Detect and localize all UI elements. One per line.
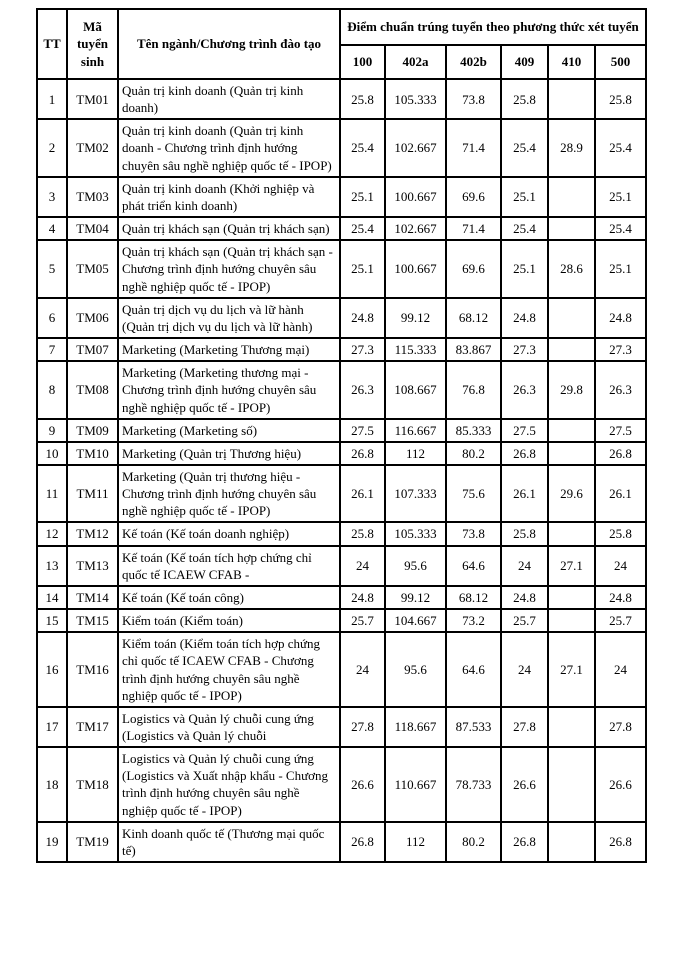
score-cell-409: 24.8	[501, 298, 548, 338]
program-name-cell: Kiểm toán (Kiểm toán)	[118, 609, 340, 632]
program-name-cell: Kế toán (Kế toán công)	[118, 586, 340, 609]
table-header	[37, 9, 646, 79]
admission-code-cell: TM06	[67, 298, 118, 338]
admission-code-cell: TM12	[67, 522, 118, 545]
score-cell-410	[548, 747, 595, 822]
score-cell-100: 27.8	[340, 707, 385, 747]
score-cell-100: 25.4	[340, 217, 385, 240]
admission-code-cell: TM01	[67, 79, 118, 119]
table-row	[37, 419, 646, 442]
score-cell-402a: 100.667	[385, 240, 446, 297]
score-cell-402b: 75.6	[446, 465, 501, 522]
score-cell-409: 27.3	[501, 338, 548, 361]
score-cell-409: 26.8	[501, 442, 548, 465]
table-row	[37, 442, 646, 465]
score-cell-410: 29.8	[548, 361, 595, 418]
program-name-cell: Marketing (Quản trị Thương hiệu)	[118, 442, 340, 465]
score-cell-402a: 104.667	[385, 609, 446, 632]
score-cell-500: 25.1	[595, 240, 646, 297]
score-cell-500: 27.3	[595, 338, 646, 361]
table-row	[37, 361, 646, 418]
program-name-cell: Quản trị kinh doanh (Quản trị kinh doanh)	[118, 79, 340, 119]
admission-code-cell: TM10	[67, 442, 118, 465]
score-cell-100: 25.4	[340, 119, 385, 176]
score-cell-100: 25.7	[340, 609, 385, 632]
score-cell-500: 25.8	[595, 79, 646, 119]
score-cell-402b: 73.2	[446, 609, 501, 632]
table-row	[37, 465, 646, 522]
score-cell-402b: 85.333	[446, 419, 501, 442]
row-number-cell: 12	[37, 522, 67, 545]
header-code: Mã tuyển sinh	[67, 9, 118, 79]
program-name-cell: Marketing (Marketing số)	[118, 419, 340, 442]
score-cell-402a: 112	[385, 822, 446, 862]
score-cell-500: 24.8	[595, 298, 646, 338]
admission-code-cell: TM03	[67, 177, 118, 217]
score-cell-100: 25.1	[340, 240, 385, 297]
table-row	[37, 747, 646, 822]
row-number-cell: 6	[37, 298, 67, 338]
header-method-410: 410	[548, 45, 595, 79]
score-cell-100: 26.1	[340, 465, 385, 522]
row-number-cell: 8	[37, 361, 67, 418]
score-cell-402a: 108.667	[385, 361, 446, 418]
score-cell-409: 25.8	[501, 79, 548, 119]
score-cell-402a: 115.333	[385, 338, 446, 361]
program-name-cell: Quản trị khách sạn (Quản trị khách sạn)	[118, 217, 340, 240]
admission-code-cell: TM07	[67, 338, 118, 361]
row-number-cell: 14	[37, 586, 67, 609]
score-cell-100: 24.8	[340, 298, 385, 338]
score-cell-500: 25.7	[595, 609, 646, 632]
table-row	[37, 79, 646, 119]
score-cell-402a: 112	[385, 442, 446, 465]
header-program-name: Tên ngành/Chương trình đào tạo	[118, 9, 340, 79]
program-name-cell: Kế toán (Kế toán doanh nghiệp)	[118, 522, 340, 545]
score-cell-410	[548, 217, 595, 240]
score-cell-402a: 100.667	[385, 177, 446, 217]
program-name-cell: Marketing (Marketing Thương mại)	[118, 338, 340, 361]
score-cell-402b: 73.8	[446, 522, 501, 545]
program-name-cell: Logistics và Quản lý chuỗi cung ứng (Logistics và Quản lý chuỗi	[118, 707, 340, 747]
program-name-cell: Logistics và Quản lý chuỗi cung ứng (Logistics và Xuất nhập khẩu - Chương trình định hướng chuyên sâu nghề nghiệp quốc tế - IPOP)	[118, 747, 340, 822]
score-cell-409: 25.4	[501, 217, 548, 240]
score-cell-500: 27.8	[595, 707, 646, 747]
score-cell-402a: 99.12	[385, 586, 446, 609]
score-cell-500: 25.4	[595, 217, 646, 240]
score-cell-402b: 71.4	[446, 217, 501, 240]
admission-code-cell: TM04	[67, 217, 118, 240]
score-cell-500: 26.1	[595, 465, 646, 522]
score-cell-410: 28.6	[548, 240, 595, 297]
score-cell-410	[548, 586, 595, 609]
table-row	[37, 586, 646, 609]
score-cell-402a: 116.667	[385, 419, 446, 442]
table-row	[37, 338, 646, 361]
header-method-500: 500	[595, 45, 646, 79]
header-tt: TT	[37, 9, 67, 79]
score-cell-410	[548, 298, 595, 338]
score-cell-402a: 118.667	[385, 707, 446, 747]
score-cell-410: 28.9	[548, 119, 595, 176]
admission-code-cell: TM18	[67, 747, 118, 822]
header-method-402a: 402a	[385, 45, 446, 79]
score-cell-100: 25.1	[340, 177, 385, 217]
score-cell-410: 27.1	[548, 546, 595, 586]
admission-code-cell: TM14	[67, 586, 118, 609]
admission-code-cell: TM13	[67, 546, 118, 586]
score-cell-410	[548, 419, 595, 442]
score-cell-402b: 71.4	[446, 119, 501, 176]
row-number-cell: 9	[37, 419, 67, 442]
score-cell-100: 24	[340, 546, 385, 586]
admission-code-cell: TM05	[67, 240, 118, 297]
row-number-cell: 16	[37, 632, 67, 707]
score-cell-500: 24	[595, 632, 646, 707]
row-number-cell: 2	[37, 119, 67, 176]
score-cell-402a: 102.667	[385, 119, 446, 176]
score-cell-409: 25.8	[501, 522, 548, 545]
program-name-cell: Marketing (Quản trị thương hiệu - Chương trình định hướng chuyên sâu nghề nghiệp quốc tế - IPOP)	[118, 465, 340, 522]
score-cell-402a: 107.333	[385, 465, 446, 522]
admission-code-cell: TM19	[67, 822, 118, 862]
row-number-cell: 7	[37, 338, 67, 361]
score-cell-100: 24.8	[340, 586, 385, 609]
row-number-cell: 10	[37, 442, 67, 465]
score-cell-410	[548, 609, 595, 632]
admission-code-cell: TM08	[67, 361, 118, 418]
score-cell-100: 26.8	[340, 442, 385, 465]
score-cell-500: 26.6	[595, 747, 646, 822]
score-cell-402b: 87.533	[446, 707, 501, 747]
score-cell-409: 26.8	[501, 822, 548, 862]
admission-code-cell: TM11	[67, 465, 118, 522]
program-name-cell: Kế toán (Kế toán tích hợp chứng chỉ quốc tế ICAEW CFAB -	[118, 546, 340, 586]
score-cell-402a: 95.6	[385, 546, 446, 586]
row-number-cell: 15	[37, 609, 67, 632]
header-method-409: 409	[501, 45, 548, 79]
score-cell-402a: 102.667	[385, 217, 446, 240]
score-cell-402b: 80.2	[446, 442, 501, 465]
score-cell-409: 27.8	[501, 707, 548, 747]
score-cell-402b: 80.2	[446, 822, 501, 862]
score-cell-410	[548, 707, 595, 747]
table-row	[37, 609, 646, 632]
score-cell-402b: 83.867	[446, 338, 501, 361]
table-row	[37, 632, 646, 707]
score-cell-402a: 110.667	[385, 747, 446, 822]
score-cell-402b: 69.6	[446, 177, 501, 217]
score-cell-500: 26.8	[595, 442, 646, 465]
admission-code-cell: TM16	[67, 632, 118, 707]
score-cell-500: 27.5	[595, 419, 646, 442]
row-number-cell: 4	[37, 217, 67, 240]
score-cell-402b: 78.733	[446, 747, 501, 822]
score-cell-500: 24	[595, 546, 646, 586]
score-cell-402a: 95.6	[385, 632, 446, 707]
header-method-402b: 402b	[446, 45, 501, 79]
score-cell-402b: 64.6	[446, 632, 501, 707]
score-cell-409: 27.5	[501, 419, 548, 442]
score-cell-100: 27.5	[340, 419, 385, 442]
score-cell-402b: 68.12	[446, 298, 501, 338]
score-cell-402b: 69.6	[446, 240, 501, 297]
score-cell-500: 25.4	[595, 119, 646, 176]
row-number-cell: 5	[37, 240, 67, 297]
score-cell-500: 25.1	[595, 177, 646, 217]
admission-code-cell: TM02	[67, 119, 118, 176]
score-cell-100: 24	[340, 632, 385, 707]
score-cell-402a: 105.333	[385, 79, 446, 119]
score-cell-500: 26.8	[595, 822, 646, 862]
row-number-cell: 3	[37, 177, 67, 217]
score-cell-410	[548, 522, 595, 545]
score-cell-500: 24.8	[595, 586, 646, 609]
admission-code-cell: TM17	[67, 707, 118, 747]
score-cell-100: 27.3	[340, 338, 385, 361]
score-cell-402b: 76.8	[446, 361, 501, 418]
row-number-cell: 17	[37, 707, 67, 747]
score-cell-409: 25.1	[501, 240, 548, 297]
score-cell-410	[548, 822, 595, 862]
score-cell-410: 29.6	[548, 465, 595, 522]
header-method-100: 100	[340, 45, 385, 79]
score-cell-409: 26.1	[501, 465, 548, 522]
row-number-cell: 13	[37, 546, 67, 586]
score-cell-410	[548, 177, 595, 217]
table-row	[37, 707, 646, 747]
score-cell-100: 26.8	[340, 822, 385, 862]
admission-code-cell: TM09	[67, 419, 118, 442]
score-cell-100: 26.6	[340, 747, 385, 822]
program-name-cell: Quản trị kinh doanh (Khởi nghiệp và phát triển kinh doanh)	[118, 177, 340, 217]
score-cell-410	[548, 338, 595, 361]
row-number-cell: 19	[37, 822, 67, 862]
score-cell-409: 26.6	[501, 747, 548, 822]
table-row	[37, 822, 646, 862]
admission-code-cell: TM15	[67, 609, 118, 632]
row-number-cell: 18	[37, 747, 67, 822]
score-cell-100: 26.3	[340, 361, 385, 418]
program-name-cell: Quản trị khách sạn (Quản trị khách sạn - Chương trình định hướng chuyên sâu nghề nghiệp quốc tế - IPOP)	[118, 240, 340, 297]
table-body	[37, 79, 646, 862]
score-cell-409: 25.1	[501, 177, 548, 217]
score-cell-409: 24	[501, 546, 548, 586]
score-cell-500: 25.8	[595, 522, 646, 545]
score-cell-100: 25.8	[340, 79, 385, 119]
score-cell-402a: 105.333	[385, 522, 446, 545]
header-scores-group: Điểm chuẩn trúng tuyển theo phương thức xét tuyển	[340, 9, 646, 45]
admission-scores-table	[36, 8, 647, 863]
score-cell-500: 26.3	[595, 361, 646, 418]
table-row	[37, 177, 646, 217]
program-name-cell: Quản trị dịch vụ du lịch và lữ hành (Quản trị dịch vụ du lịch và lữ hành)	[118, 298, 340, 338]
score-cell-402b: 64.6	[446, 546, 501, 586]
row-number-cell: 1	[37, 79, 67, 119]
table-row	[37, 119, 646, 176]
table-row	[37, 522, 646, 545]
table-row	[37, 546, 646, 586]
score-cell-402a: 99.12	[385, 298, 446, 338]
table-row	[37, 217, 646, 240]
program-name-cell: Quản trị kinh doanh (Quản trị kinh doanh - Chương trình định hướng chuyên sâu nghề nghiệp quốc tế - IPOP)	[118, 119, 340, 176]
table-row	[37, 240, 646, 297]
score-cell-409: 25.4	[501, 119, 548, 176]
score-cell-409: 26.3	[501, 361, 548, 418]
score-cell-410	[548, 442, 595, 465]
program-name-cell: Kinh doanh quốc tế (Thương mại quốc tế)	[118, 822, 340, 862]
score-cell-409: 24	[501, 632, 548, 707]
score-cell-409: 25.7	[501, 609, 548, 632]
table-row	[37, 298, 646, 338]
score-cell-410	[548, 79, 595, 119]
score-cell-402b: 73.8	[446, 79, 501, 119]
row-number-cell: 11	[37, 465, 67, 522]
score-cell-100: 25.8	[340, 522, 385, 545]
score-cell-409: 24.8	[501, 586, 548, 609]
program-name-cell: Kiểm toán (Kiểm toán tích hợp chứng chỉ quốc tế ICAEW CFAB - Chương trình định hướng chuyên sâu nghề nghiệp quốc tế - IPOP)	[118, 632, 340, 707]
program-name-cell: Marketing (Marketing thương mại - Chương trình định hướng chuyên sâu nghề nghiệp quốc tế - IPOP)	[118, 361, 340, 418]
score-cell-402b: 68.12	[446, 586, 501, 609]
score-cell-410: 27.1	[548, 632, 595, 707]
